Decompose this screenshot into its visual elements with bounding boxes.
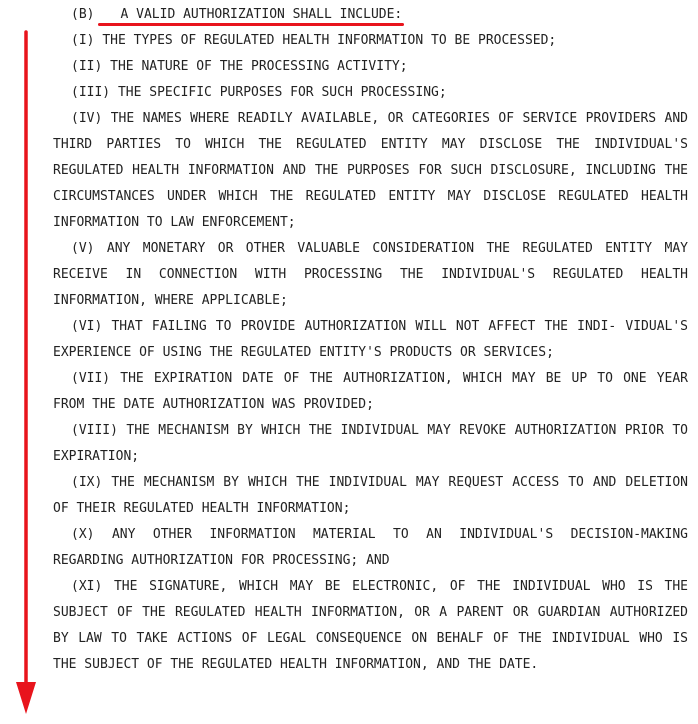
requirement-item: [53, 366, 688, 418]
requirement-marker: (VII): [71, 371, 111, 386]
underlined-heading-text-wrap: [102, 2, 402, 28]
requirement-item: [53, 54, 688, 80]
requirement-marker: (V): [71, 241, 95, 256]
requirement-text: THE NAMES WHERE READILY AVAILABLE, OR CATEGORIES OF SERVICE PROVIDERS AND THIRD PARTIES TO WHICH THE REGULATED ENTITY MAY DISCLOSE THE INDIVIDUAL'S REGULATED HEALTH INFORMATION AND THE PURPOSES FOR SUCH DISCLOSURE, INCLUDING THE CIRCUMSTANCES UNDER WHICH THE REGULATED ENTITY MAY DISCLOSE REGULATED HEALTH INFORMATION TO LAW ENFORCEMENT;: [53, 111, 688, 230]
requirement-marker: (VI): [71, 319, 103, 334]
red-down-arrow-annotation: [14, 30, 38, 724]
requirement-marker: (XI): [71, 579, 103, 594]
requirement-text: THE MECHANISM BY WHICH THE INDIVIDUAL MAY REQUEST ACCESS TO AND DELETION OF THEIR REGULATED HEALTH INFORMATION;: [53, 475, 688, 516]
section-marker: (B): [71, 7, 95, 22]
legal-text-body: [53, 2, 688, 678]
requirement-marker: (I): [71, 33, 95, 48]
requirement-item: [53, 236, 688, 314]
red-underline-annotation: [98, 23, 404, 26]
requirement-marker: (IX): [71, 475, 103, 490]
requirement-text: THE EXPIRATION DATE OF THE AUTHORIZATION, WHICH MAY BE UP TO ONE YEAR FROM THE DATE AUTHORIZATION WAS PROVIDED;: [53, 371, 688, 412]
requirement-item: [53, 418, 688, 470]
authorization-requirements-list: [53, 28, 688, 678]
requirement-item: [53, 314, 688, 366]
requirement-text: THE MECHANISM BY WHICH THE INDIVIDUAL MAY REVOKE AUTHORIZATION PRIOR TO EXPIRATION;: [53, 423, 688, 464]
requirement-marker: (IV): [71, 111, 103, 126]
requirement-marker: (X): [71, 527, 95, 542]
requirement-text: ANY MONETARY OR OTHER VALUABLE CONSIDERATION THE REGULATED ENTITY MAY RECEIVE IN CONNECTION WITH PROCESSING THE INDIVIDUAL'S REGULATED HEALTH INFORMATION, WHERE APPLICABLE;: [53, 241, 689, 308]
requirement-item: [53, 574, 688, 678]
requirement-text: THE SIGNATURE, WHICH MAY BE ELECTRONIC, OF THE INDIVIDUAL WHO IS THE SUBJECT OF THE REGULATED HEALTH INFORMATION, OR A PARENT OR GUARDIAN AUTHORIZED BY LAW TO TAKE ACTIONS OF LEGAL CONSEQUENCE ON BEHALF OF THE INDIVIDUAL WHO IS THE SUBJECT OF THE REGULATED HEALTH INFORMATION, AND THE DATE.: [53, 579, 689, 672]
requirement-item: [53, 470, 688, 522]
requirement-marker: (III): [71, 85, 111, 100]
section-heading-text: A VALID AUTHORIZATION SHALL INCLUDE:: [120, 7, 403, 22]
requirement-text: THE NATURE OF THE PROCESSING ACTIVITY;: [110, 59, 408, 74]
requirement-item: [53, 28, 688, 54]
requirement-text: THAT FAILING TO PROVIDE AUTHORIZATION WILL NOT AFFECT THE INDI- VIDUAL'S EXPERIENCE OF USING THE REGULATED ENTITY'S PRODUCTS OR SERVICES;: [53, 319, 688, 360]
requirement-marker: (VIII): [71, 423, 118, 438]
requirement-item: [53, 80, 688, 106]
requirement-text: THE TYPES OF REGULATED HEALTH INFORMATION TO BE PROCESSED;: [102, 33, 557, 48]
requirement-item: [53, 106, 688, 236]
requirement-text: THE SPECIFIC PURPOSES FOR SUCH PROCESSING;: [117, 85, 447, 100]
requirement-item: [53, 522, 688, 574]
requirement-text: ANY OTHER INFORMATION MATERIAL TO AN INDIVIDUAL'S DECISION-MAKING REGARDING AUTHORIZATION FOR PROCESSING; AND: [53, 527, 689, 568]
section-heading: [53, 2, 688, 28]
requirement-marker: (II): [71, 59, 103, 74]
